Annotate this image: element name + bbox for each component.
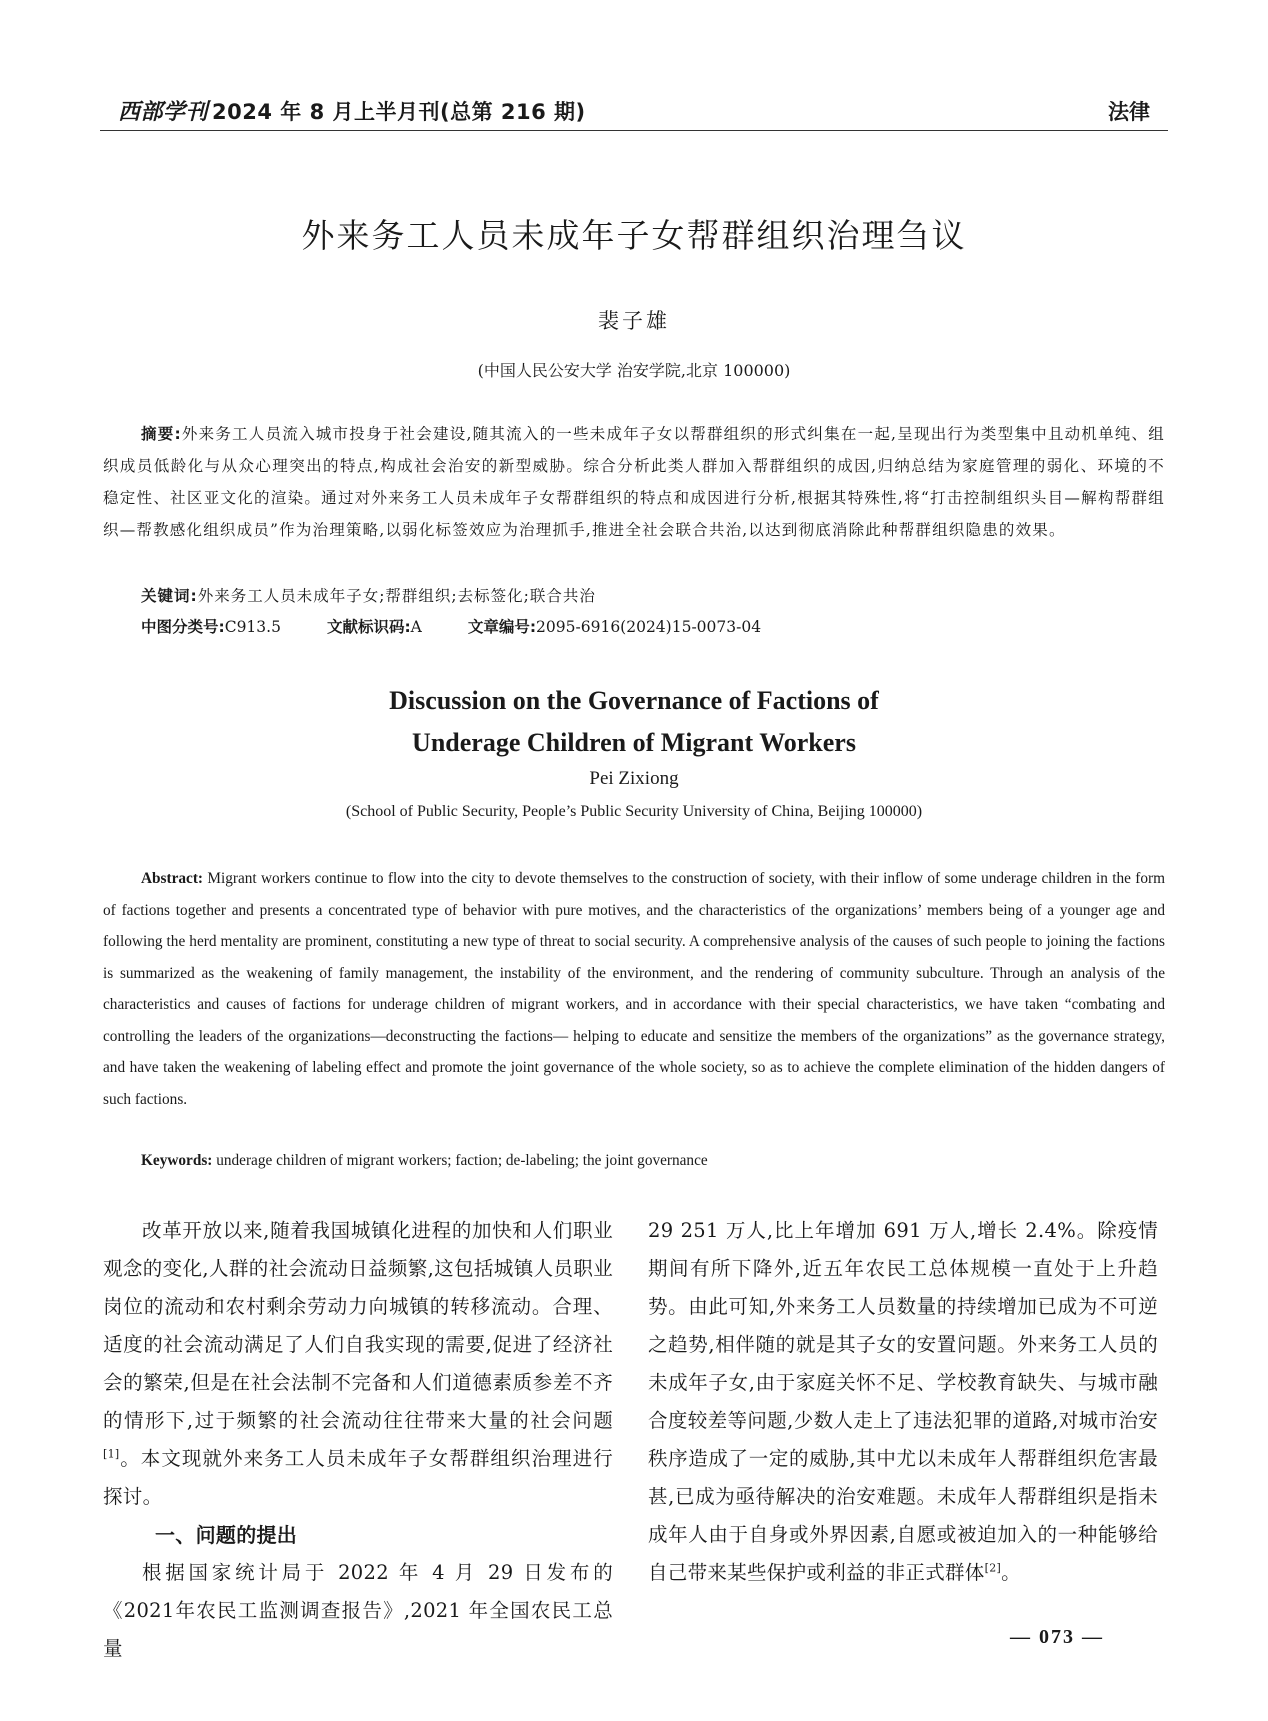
en-title-line1: Discussion on the Governance of Factions of (389, 686, 879, 715)
zh-affiliation: (中国人民公安大学 治安学院,北京 100000) (477, 361, 791, 380)
en-keywords-label: Keywords: (141, 1152, 213, 1169)
clc-label: 中图分类号: (141, 618, 225, 636)
journal-brand: 西部学刊 (118, 99, 209, 125)
paragraph-text-end: 。 (1001, 1561, 1021, 1584)
body-column-left (103, 1212, 613, 1668)
en-title-line2: Underage Children of Migrant Workers (412, 728, 856, 757)
zh-title: 外来务工人员未成年子女帮群组织治理刍议 (301, 216, 967, 255)
article-no-item (468, 615, 761, 637)
en-affiliation: (School of Public Security, People’s Public Security University of China, Beijing 100000) (345, 803, 923, 820)
en-keywords (141, 1152, 1165, 1170)
body-paragraph (103, 1212, 613, 1516)
running-header (118, 86, 1150, 126)
body-column-right (648, 1212, 1158, 1592)
article-no-label: 文章编号: (467, 618, 537, 636)
journal-issue (118, 95, 586, 126)
zh-author: 裴子雄 (598, 309, 670, 333)
doc-code-label: 文献标识码: (326, 618, 411, 636)
clc-value: C913.5 (224, 618, 281, 636)
en-author: Pei Zixiong (589, 768, 679, 789)
body-paragraph (648, 1212, 1158, 1592)
citation-ref: [2] (984, 1561, 1002, 1575)
zh-abstract-label: 摘要: (141, 425, 182, 443)
en-abstract-text: Migrant workers continue to flow into the city to devote themselves to the construction of society, with their inflow of some underage children in the form of factions together and presents a concentrated type of behavior with pure motives, and the characteristics of the organizations’ members being of a younger age and following the herd mentality are prominent, constituting a new type of threat to social security. A comprehensive analysis of the causes of such people to joining the factions is summarized as the weakening of family management, the instability of the environment, and the rendering of community subculture. Through an analysis of the characteristics and causes of factions for underage children of migrant workers, and in accordance with their special characteristics, we have taken “combating and controlling the leaders of the organizations—deconstructing the factions— helping to educate and sensitize the members of the organizations” as the governance strategy, and have taken the weakening of labeling effect and promote the joint governance of the whole society, so as to achieve the complete elimination of the hidden dangers of such factions. (103, 870, 1165, 1108)
citation-ref: [1] (103, 1447, 120, 1461)
zh-abstract (103, 418, 1165, 546)
doc-code-item (327, 615, 422, 637)
section-label: 法律 (1108, 100, 1150, 124)
issue-info: 2024 年 8 月上半月刊(总第 216 期) (212, 100, 586, 124)
zh-keywords (141, 584, 1165, 606)
doc-code-value: A (410, 618, 422, 636)
article-no-value: 2095-6916(2024)15-0073-04 (536, 618, 762, 636)
body-paragraph: 根据国家统计局于 2022 年 4 月 29 日发布的《2021年农民工监测调查报告》,2021 年全国农民工总量 (103, 1561, 613, 1660)
section-heading: 一、问题的提出 (155, 1523, 298, 1547)
en-title (100, 680, 1168, 764)
paragraph-text: 改革开放以来,随着我国城镇化进程的加快和人们职业观念的变化,人群的社会流动日益频繁,这包括城镇人员职业岗位的流动和农村剩余劳动力向城镇的转移流动。合理、适度的社会流动满足了人们自我实现的需要,促进了经济社会的繁荣,但是在社会法制不完备和人们道德素质参差不齐的情形下,过于频繁的社会流动往往带来大量的社会问题 (103, 1219, 613, 1432)
header-rule (100, 130, 1168, 131)
en-abstract (103, 863, 1165, 1115)
zh-keywords-label: 关键词: (141, 587, 198, 605)
en-keywords-text: underage children of migrant workers; faction; de-labeling; the joint governance (216, 1152, 708, 1169)
zh-classification (141, 615, 1165, 637)
zh-keywords-text: 外来务工人员未成年子女;帮群组织;去标签化;联合共治 (197, 587, 596, 605)
paragraph-text: 29 251 万人,比上年增加 691 万人,增长 2.4%。除疫情期间有所下降外,近五年农民工总体规模一直处于上升趋势。由此可知,外来务工人员数量的持续增加已成为不可逆之趋势,相伴随的就是其子女的安置问题。外来务工人员的未成年子女,由于家庭关怀不足、学校教育缺失、与城市融合度较差等问题,少数人走上了违法犯罪的道路,对城市治安秩序造成了一定的威胁,其中尤以未成年人帮群组织危害最甚,已成为亟待解决的治安难题。未成年人帮群组织是指未成年人由于自身或外界因素,自愿或被迫加入的一种能够给自己带来某些保护或利益的非正式群体 (648, 1219, 1158, 1584)
page-number: — 073 — (1010, 1626, 1104, 1648)
clc-item (141, 615, 281, 637)
zh-abstract-text: 外来务工人员流入城市投身于社会建设,随其流入的一些未成年子女以帮群组织的形式纠集在一起,呈现出行为类型集中且动机单纯、组织成员低龄化与从众心理突出的特点,构成社会治安的新型威胁。综合分析此类人群加入帮群组织的成因,归纳总结为家庭管理的弱化、环境的不稳定性、社区亚文化的渲染。通过对外来务工人员未成年子女帮群组织的特点和成因进行分析,根据其特殊性,将“打击控制组织头目—解构帮群组织—帮教感化组织成员”作为治理策略,以弱化标签效应为治理抓手,推进全社会联合共治,以达到彻底消除此种帮群组织隐患的效果。 (103, 425, 1165, 539)
en-abstract-label: Abstract: (141, 870, 204, 887)
paragraph-text-end: 。本文现就外来务工人员未成年子女帮群组织治理进行探讨。 (103, 1447, 613, 1508)
